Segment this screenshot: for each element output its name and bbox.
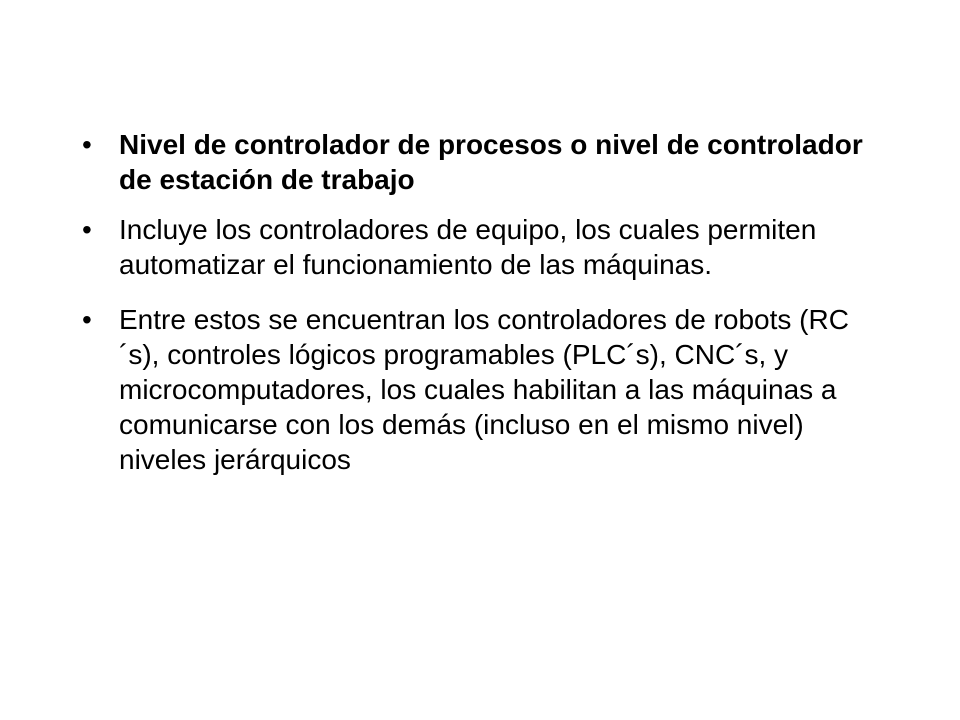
bullet-description-text: Incluye los controladores de equipo, los cuales permiten automatizar el funcionamiento de las máquinas. [119, 214, 817, 280]
bullet-examples-text: Entre estos se encuentran los controladores de robots (RC´s), controles lógicos programables (PLC´s), CNC´s, y microcomputadores, los cuales habilitan a las máquinas a comunicarse con los demás (incluso en el mismo nivel) niveles jerárquicos [119, 304, 849, 475]
bullet-heading-text: Nivel de controlador de procesos o nivel de controlador de estación de trabajo [119, 129, 863, 195]
bullet-icon: • [82, 214, 92, 245]
bullet-item-examples [82, 302, 882, 477]
bullet-item-description [82, 212, 882, 282]
bullet-item-heading [82, 127, 882, 197]
bullet-list [82, 127, 882, 477]
bullet-icon: • [82, 129, 92, 160]
bullet-icon: • [82, 304, 92, 335]
